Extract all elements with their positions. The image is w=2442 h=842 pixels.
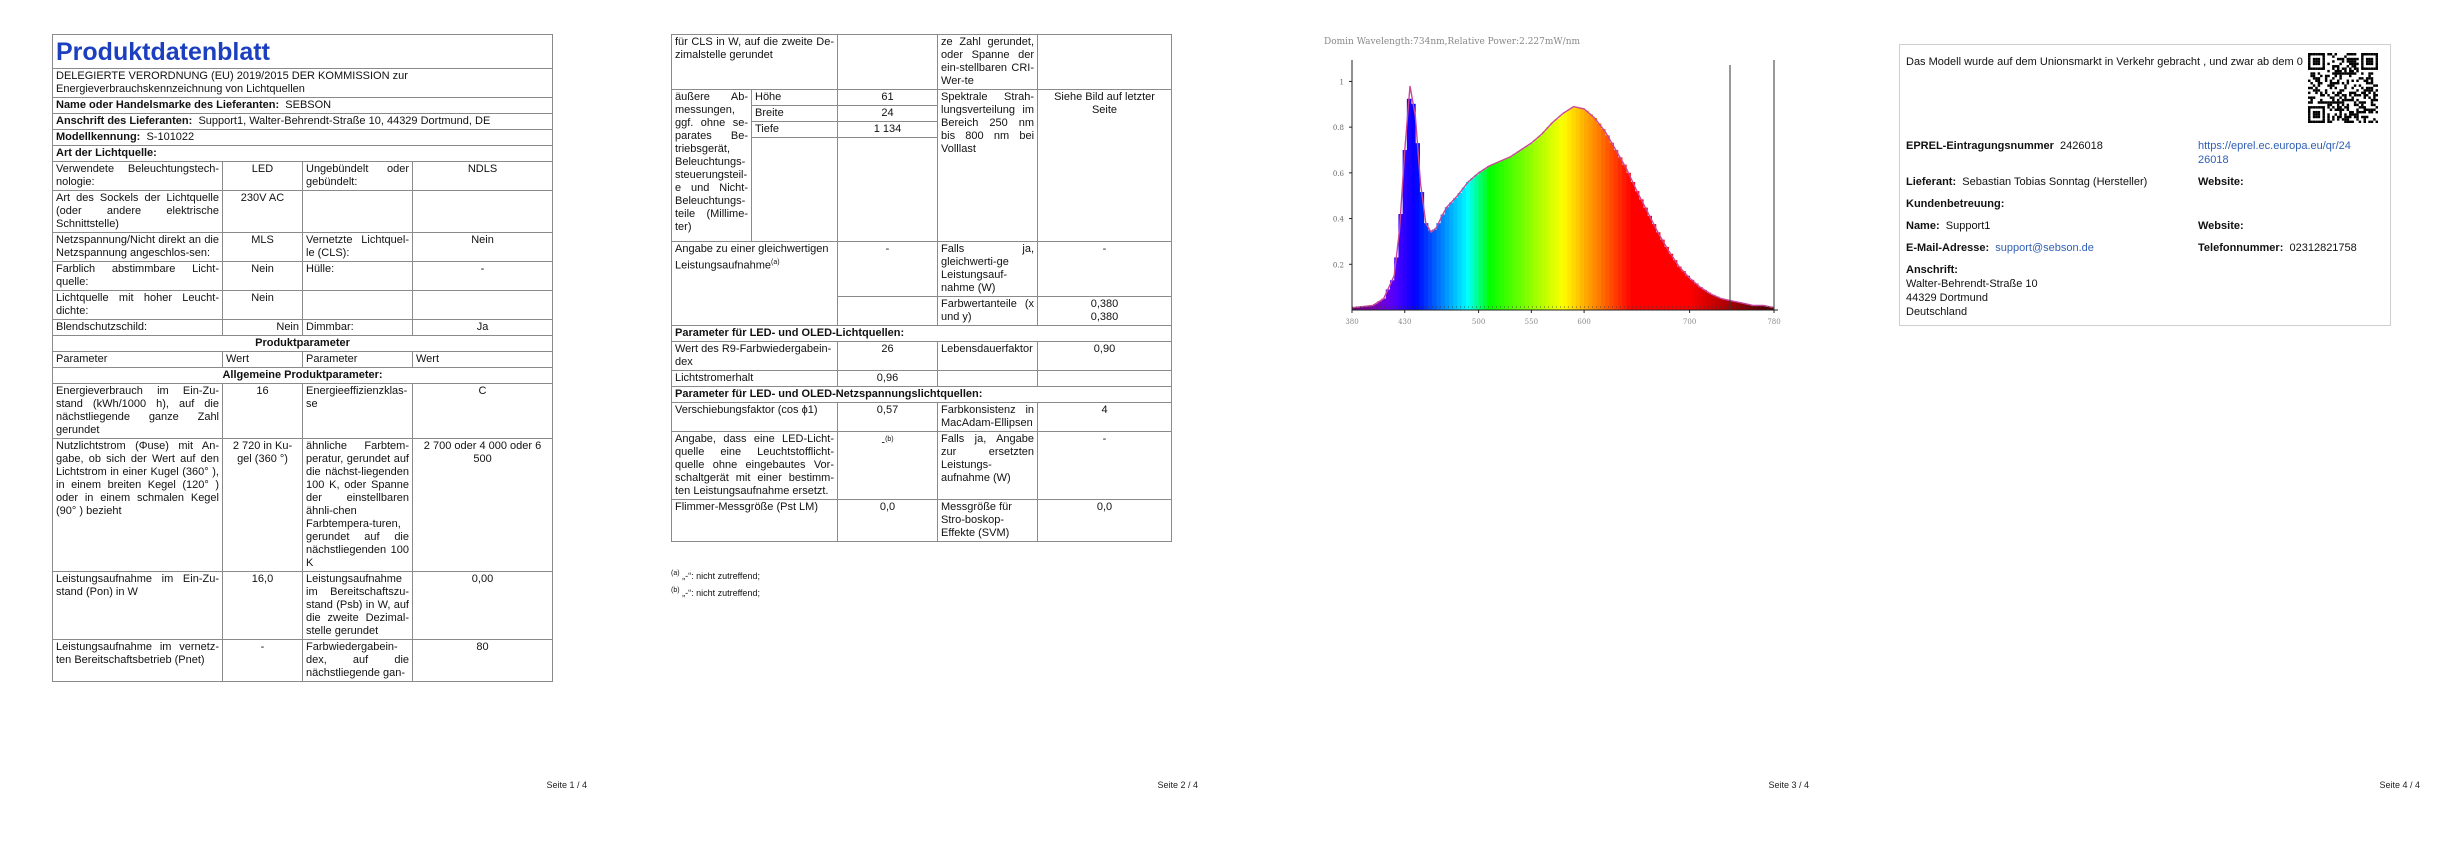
spectrum-bar	[1542, 132, 1547, 310]
cell-label: Energieverbrauch im Ein-Zu-stand (kWh/1000 h), auf die nächstliegende ganze Zahl gerundet	[53, 384, 223, 439]
table-row	[53, 233, 553, 262]
model-value: S-101022	[146, 131, 195, 143]
spectrum-bar	[1411, 104, 1416, 310]
spectrum-bar	[1584, 111, 1589, 310]
mains-params-header: Parameter für LED- und OLED-Netzspannungslichtquellen:	[672, 387, 1172, 403]
cell-label: Farblich abstimmbare Licht-quelle:	[53, 262, 223, 291]
spectrum-bar	[1647, 216, 1652, 310]
cell-label: Art des Sockels der Lichtquelle (oder andere elektrische Schnittstelle)	[53, 191, 223, 233]
spectrum-bar	[1533, 139, 1538, 310]
spectrum-bar	[1424, 223, 1429, 310]
info-box	[1899, 44, 2391, 326]
page-2	[611, 0, 1222, 842]
cell-label: Falls ja, Angabe zur ersetzten Leistungs-aufnahme (W)	[938, 432, 1038, 500]
spectrum-bar	[1698, 287, 1703, 310]
cell-value: 0,00	[413, 572, 553, 640]
table-row	[53, 439, 553, 572]
cell-value: 16,0	[223, 572, 303, 640]
spectrum-bar	[1622, 165, 1627, 310]
supplier-name-label: Name oder Handelsmarke des Lieferanten:	[56, 99, 280, 111]
supplier-value: Sebastian Tobias Sonntag (Hersteller)	[1962, 176, 2148, 188]
table-row	[53, 384, 553, 439]
name-row	[1906, 219, 1990, 233]
chromaticity-x: 0,380	[1090, 298, 1119, 310]
y-tick-label: 0.2	[1332, 261, 1344, 270]
website-label: Website:	[2198, 220, 2244, 232]
spectrum-bar	[1656, 232, 1661, 310]
supplier-label: Lieferant:	[1906, 176, 1957, 188]
spectrum-bar	[1723, 299, 1728, 310]
cell-value: -	[838, 242, 938, 297]
equivalent-power-cell: Angabe zu einer gleichwertigen Leistungsaufnahme$^{(a)}$	[672, 242, 838, 326]
spectrum-bar	[1512, 154, 1517, 310]
cell-value: 0,96	[838, 371, 938, 387]
eprel-link[interactable]	[2198, 139, 2351, 167]
spectrum-bar	[1466, 182, 1471, 310]
spectrum-bar	[1550, 123, 1555, 310]
spectrum-bar	[1529, 143, 1534, 310]
spectrum-bar	[1517, 151, 1522, 310]
spectrum-bar	[1407, 99, 1412, 310]
cell-label: Dimmbar:	[303, 320, 413, 336]
page-title: Produktdatenblatt	[53, 35, 553, 69]
cell-label: ähnliche Farbtem-peratur, gerundet auf die nächst-liegenden 100 K, oder Spanne der einstellbaren ähnli-chen Farbtempera-turen, gerundet auf die nächstliegenden 100 K	[303, 439, 413, 572]
cell-value: Nein	[223, 291, 303, 320]
cell-label: Angabe, dass eine LED-Licht-quelle eine Leuchtstofflicht-quelle ohne eingebautes Vor-schaltgerät mit einer bestimm-ten Leistungsaufnahme ersetzt.	[672, 432, 838, 500]
spectrum-bar	[1694, 283, 1699, 310]
address-line: Walter-Behrendt-Straße 10	[1906, 278, 2038, 290]
supplier-address-value: Support1, Walter-Behrendt-Straße 10, 44329 Dortmund, DE	[198, 115, 491, 127]
spectrum-bar	[1563, 112, 1568, 310]
spectrum-bar	[1690, 280, 1695, 310]
cell-label: Flimmer-Messgröße (Pst LM)	[672, 500, 838, 542]
table-row	[672, 342, 1172, 371]
spectrum-bar	[1555, 119, 1560, 310]
x-tick-label: 600	[1577, 318, 1591, 326]
cell-empty	[838, 138, 938, 242]
cell-label: Falls ja, gleichwerti-ge Leistungsauf-nahme (W)	[938, 242, 1038, 297]
cell-value	[1038, 35, 1172, 90]
x-tick-label: 550	[1524, 318, 1539, 326]
footnote-text: „-“: nicht zutreffend;	[682, 571, 760, 581]
table-row	[672, 90, 1172, 106]
qr-code-graphic	[2308, 53, 2378, 123]
supplier-name-value: SEBSON	[285, 99, 332, 111]
cell-value: 0,90	[1038, 342, 1172, 371]
column-header: Wert	[223, 352, 303, 368]
dimensions-label: äußere Ab-messungen, ggf. ohne se-parates Be-triebsgerät, Beleuchtungs-steuerungsteil-e und Nicht-Beleuchtungs-teile (Millime-ter)	[672, 90, 752, 242]
spectrum-bar	[1643, 208, 1648, 310]
cell-empty	[838, 297, 938, 326]
spectrum-bar	[1685, 276, 1690, 310]
phone-value: 02312821758	[2289, 242, 2357, 254]
x-tick-label: 700	[1682, 318, 1697, 326]
cell-value: 2 720 in Ku-gel (360 °)	[223, 439, 303, 572]
spectrum-bar	[1567, 109, 1572, 310]
spectrum-bar	[1449, 203, 1454, 310]
website-label: Website:	[2198, 176, 2244, 188]
general-params-header: Allgemeine Produktparameter:	[53, 368, 553, 384]
dimension-value: 61	[838, 90, 938, 106]
dimension-name: Breite	[752, 106, 838, 122]
phone-label: Telefonnummer:	[2198, 242, 2284, 254]
model-label: Modellkennung:	[56, 131, 141, 143]
page-4	[1833, 0, 2442, 842]
cell-label: Hülle:	[303, 262, 413, 291]
cell-label: Lichtquelle mit hoher Leucht-dichte:	[53, 291, 223, 320]
eprel-label: EPREL-Eintragungsnummer	[1906, 140, 2054, 152]
spectrum-bar	[1441, 214, 1446, 310]
cell-label: Energieeffizienzklas-se	[303, 384, 413, 439]
spectrum-bar	[1753, 305, 1758, 310]
x-tick-label: 380	[1345, 318, 1359, 326]
cell-label: ze Zahl gerundet, oder Spanne der ein-stellbaren CRI-Wer-te	[938, 35, 1038, 90]
dimension-value: 24	[838, 106, 938, 122]
cell-label: Lebensdauerfaktor	[938, 342, 1038, 371]
supplier-row	[1906, 175, 2147, 189]
page-number: Seite 1 / 4	[546, 780, 587, 790]
eprel-row	[1906, 139, 2103, 153]
spectrum-bar	[1609, 143, 1614, 310]
spectrum-bar	[1470, 178, 1475, 310]
cell-label: Wert des R9-Farbwiedergabein-dex	[672, 342, 838, 371]
spectrum-bar	[1601, 129, 1606, 310]
spectrum-bar	[1453, 198, 1458, 310]
spectrum-bar	[1580, 108, 1585, 310]
cell-value: 4	[1038, 403, 1172, 432]
spectrum-bar	[1508, 157, 1513, 310]
cell-label: Farbwiedergabein-dex, auf die nächstliegende gan-	[303, 640, 413, 682]
cell-value: Nein	[223, 320, 303, 336]
spectrum-bar	[1588, 114, 1593, 310]
cell-label: Verschiebungsfaktor (cos ϕ1)	[672, 403, 838, 432]
spectrum-bar	[1626, 173, 1631, 310]
name-value: Support1	[1945, 220, 1991, 232]
dimension-name: Tiefe	[752, 122, 838, 138]
spectrum-bar	[1669, 254, 1674, 310]
cell-empty	[752, 138, 838, 242]
cell-empty	[1038, 371, 1172, 387]
email-row	[1906, 241, 2094, 255]
cell-value	[413, 191, 553, 233]
spectrum-bar	[1538, 136, 1543, 310]
column-header: Wert	[413, 352, 553, 368]
table-row	[672, 432, 1172, 500]
product-params-header: Produktparameter	[53, 336, 553, 352]
cell-value: NDLS	[413, 162, 553, 191]
cell-label: Vernetzte Lichtquel-le (CLS):	[303, 233, 413, 262]
equivalent-power-label: Angabe zu einer gleichwertigen Leistungsaufnahme	[675, 243, 829, 272]
spectrum-bar	[1711, 295, 1716, 310]
spectrum-bar	[1664, 247, 1669, 310]
spectrum-bar	[1631, 182, 1636, 310]
spectrum-bar	[1576, 107, 1581, 310]
spectrum-bar	[1736, 302, 1741, 310]
cell-label: für CLS in W, auf die zweite De-zimalstelle gerundet	[672, 35, 838, 90]
cell-value: -	[413, 262, 553, 291]
spectrum-bar	[1681, 271, 1686, 310]
spectrum-bar	[1474, 175, 1479, 310]
led-params-header: Parameter für LED- und OLED-Lichtquellen:	[672, 326, 1172, 342]
regulation-text: DELEGIERTE VERORDNUNG (EU) 2019/2015 DER KOMMISSION zur Energieverbrauchskennzeichnung von Lichtquellen	[53, 69, 553, 98]
supplier-name-row	[53, 98, 553, 114]
cell-value: 80	[413, 640, 553, 682]
table-row	[672, 500, 1172, 542]
model-row	[53, 130, 553, 146]
table-row	[672, 35, 1172, 90]
spectrum-bar	[1605, 135, 1610, 310]
eprel-link-line[interactable]: 26018	[2198, 154, 2229, 166]
cell-value: 0,0	[838, 500, 938, 542]
column-header: Parameter	[303, 352, 413, 368]
spectrum-bar	[1618, 157, 1623, 310]
page-3	[1222, 0, 1833, 842]
column-header: Parameter	[53, 352, 223, 368]
cell-value: -	[1038, 242, 1172, 297]
cell-value: 0,0	[1038, 500, 1172, 542]
name-label: Name:	[1906, 220, 1940, 232]
spectrum-bar	[1487, 166, 1492, 310]
cell-value: Nein	[413, 233, 553, 262]
address-label: Anschrift:	[1906, 264, 1958, 276]
dimension-value: 1 134	[838, 122, 938, 138]
footnote-text: „-“: nicht zutreffend;	[682, 588, 760, 598]
x-tick-label: 780	[1767, 318, 1781, 326]
cell-value: Nein	[223, 262, 303, 291]
email-link[interactable]: support@sebson.de	[1995, 242, 2094, 254]
cell-value: 0,57	[838, 403, 938, 432]
cell-value: 230V AC	[223, 191, 303, 233]
spectrum-bar	[1652, 224, 1657, 310]
spectrum-bar	[1521, 149, 1526, 310]
cell-value: -	[881, 436, 886, 449]
product-datasheet-table	[52, 34, 553, 682]
cell-value: LED	[223, 162, 303, 191]
y-tick-label: 1	[1339, 78, 1344, 87]
replace-value-cell: -$^{(b)}$	[838, 432, 938, 500]
cell-label: Lichtstromerhalt	[672, 371, 838, 387]
chromaticity-y: 0,380	[1090, 311, 1119, 323]
cell-value: C	[413, 384, 553, 439]
supplier-address-row	[53, 114, 553, 130]
spectrum-bar	[1495, 162, 1500, 310]
chart-caption: Domin Wavelength:734nm,Relative Power:2.227mW/nm	[1324, 37, 1581, 47]
spectrum-bar	[1593, 118, 1598, 310]
table-row	[672, 403, 1172, 432]
cell-label	[303, 291, 413, 320]
cell-label: Ungebündelt oder gebündelt:	[303, 162, 413, 191]
spectrum-bar	[1491, 164, 1496, 310]
spectrum-bar	[1571, 107, 1576, 310]
cell-value: 16	[223, 384, 303, 439]
spectral-label: Spektrale Strah-lungsverteilung im Bereich 250 nm bis 800 nm bei Volllast	[938, 90, 1038, 242]
spectrum-bar	[1660, 240, 1665, 310]
cell-value: 26	[838, 342, 938, 371]
cell-label: Blendschutzschild:	[53, 320, 223, 336]
market-date-text: Das Modell wurde auf dem Unionsmarkt in Verkehr gebracht , und zwar ab dem 0	[1906, 56, 2303, 68]
cell-label: Leistungsaufnahme im Bereitschaftszu-stand (Psb) in W, auf die zweite Dezimal-stelle gerundet	[303, 572, 413, 640]
spectrum-bar	[1546, 127, 1551, 310]
spectrum-bar	[1479, 171, 1484, 310]
y-tick-label: 0.8	[1332, 124, 1344, 133]
spectrum-bar	[1445, 207, 1450, 310]
table-row	[53, 320, 553, 336]
table-row	[672, 371, 1172, 387]
cell-label: Leistungsaufnahme im Ein-Zu-stand (Pon) in W	[53, 572, 223, 640]
spectral-value: Siehe Bild auf letzter Seite	[1038, 90, 1172, 242]
x-tick-label: 500	[1471, 318, 1486, 326]
cell-empty	[938, 371, 1038, 387]
customer-service-label: Kundenbetreuung:	[1906, 198, 2005, 210]
x-tick-label: 430	[1398, 318, 1412, 326]
column-header-row	[53, 352, 553, 368]
table-row	[53, 262, 553, 291]
dimension-name: Höhe	[752, 90, 838, 106]
email-label: E-Mail-Adresse:	[1906, 242, 1990, 254]
chromaticity-label: Farbwertanteile (x und y)	[938, 297, 1038, 326]
spectrum-bar	[1639, 199, 1644, 310]
footnote-b: $^{(b)}$ „-“: nicht zutreffend;	[671, 587, 760, 598]
cell-label: Messgröße für Stro-boskop-Effekte (SVM)	[938, 500, 1038, 542]
cell-label: Farbkonsistenz in MacAdam-Ellipsen	[938, 403, 1038, 432]
phone-row	[2198, 241, 2357, 255]
spectrum-bar	[1719, 299, 1724, 310]
table-row	[53, 162, 553, 191]
light-type-header: Art der Lichtquelle:	[53, 146, 553, 162]
spectrum-bar	[1614, 150, 1619, 310]
spectrum-bar	[1559, 115, 1564, 310]
spectrum-bar	[1757, 305, 1762, 310]
spectrum-bar	[1432, 230, 1437, 310]
chromaticity-values	[1038, 297, 1172, 326]
page-number: Seite 3 / 4	[1768, 780, 1809, 790]
page-number: Seite 2 / 4	[1157, 780, 1198, 790]
table-row	[53, 291, 553, 320]
eprel-link-line[interactable]: https://eprel.ec.europa.eu/qr/24	[2198, 140, 2351, 152]
spectrum-bar	[1428, 230, 1433, 310]
spectrum-bar	[1504, 159, 1509, 310]
cell-value: -	[1038, 432, 1172, 500]
cell-label: Leistungsaufnahme im vernetz-ten Bereitschaftsbetrieb (Pnet)	[53, 640, 223, 682]
spectrum-bar	[1732, 301, 1737, 310]
cell-label: Verwendete Beleuchtungstech-nologie:	[53, 162, 223, 191]
eprel-number: 2426018	[2060, 140, 2103, 152]
spectrum-bar	[1483, 169, 1488, 310]
cell-value	[838, 35, 938, 90]
table-row	[53, 572, 553, 640]
spectrum-bar	[1597, 123, 1602, 310]
cell-value: 2 700 oder 4 000 oder 6 500	[413, 439, 553, 572]
spectrum-bar	[1462, 187, 1467, 310]
product-datasheet-table-continued	[671, 34, 1172, 542]
cell-label: Nutzlichtstrom (Φuse) mit An-gabe, ob sich der Wert auf den Lichtstrom in einer Kugel (360° ), in einem breiten Kegel (120° ) oder in einem schmalen Kegel (90° ) bezieht	[53, 439, 223, 572]
table-row	[53, 640, 553, 682]
supplier-address-label: Anschrift des Lieferanten:	[56, 115, 193, 127]
cell-label	[303, 191, 413, 233]
spectrum-bar	[1500, 161, 1505, 310]
cell-value	[413, 291, 553, 320]
y-tick-label: 0.6	[1332, 169, 1344, 178]
spectrum-bar	[1458, 193, 1463, 310]
spectrum-bar	[1673, 260, 1678, 310]
page-1	[0, 0, 611, 842]
spectrum-bar	[1525, 146, 1530, 310]
spectrum-chart	[1292, 30, 1792, 350]
cell-value: -	[223, 640, 303, 682]
table-row	[672, 242, 1172, 297]
cell-value: MLS	[223, 233, 303, 262]
spectrum-bar	[1715, 297, 1720, 310]
cell-value: Ja	[413, 320, 553, 336]
qr-code	[2308, 53, 2378, 123]
page-number: Seite 4 / 4	[2379, 780, 2420, 790]
address-line: 44329 Dortmund	[1906, 292, 1988, 304]
spectrum-bar	[1635, 191, 1640, 310]
table-row	[53, 191, 553, 233]
footnote-a: $^{(a)}$ „-“: nicht zutreffend;	[671, 570, 760, 581]
spectrum-bar	[1436, 223, 1441, 310]
cell-label: Netzspannung/Nicht direkt an die Netzspannung angeschlos-sen:	[53, 233, 223, 262]
address-line: Deutschland	[1906, 306, 1968, 318]
address-block	[1906, 263, 2038, 319]
y-tick-label: 0.4	[1332, 215, 1344, 224]
spectrum-bar	[1677, 267, 1682, 310]
